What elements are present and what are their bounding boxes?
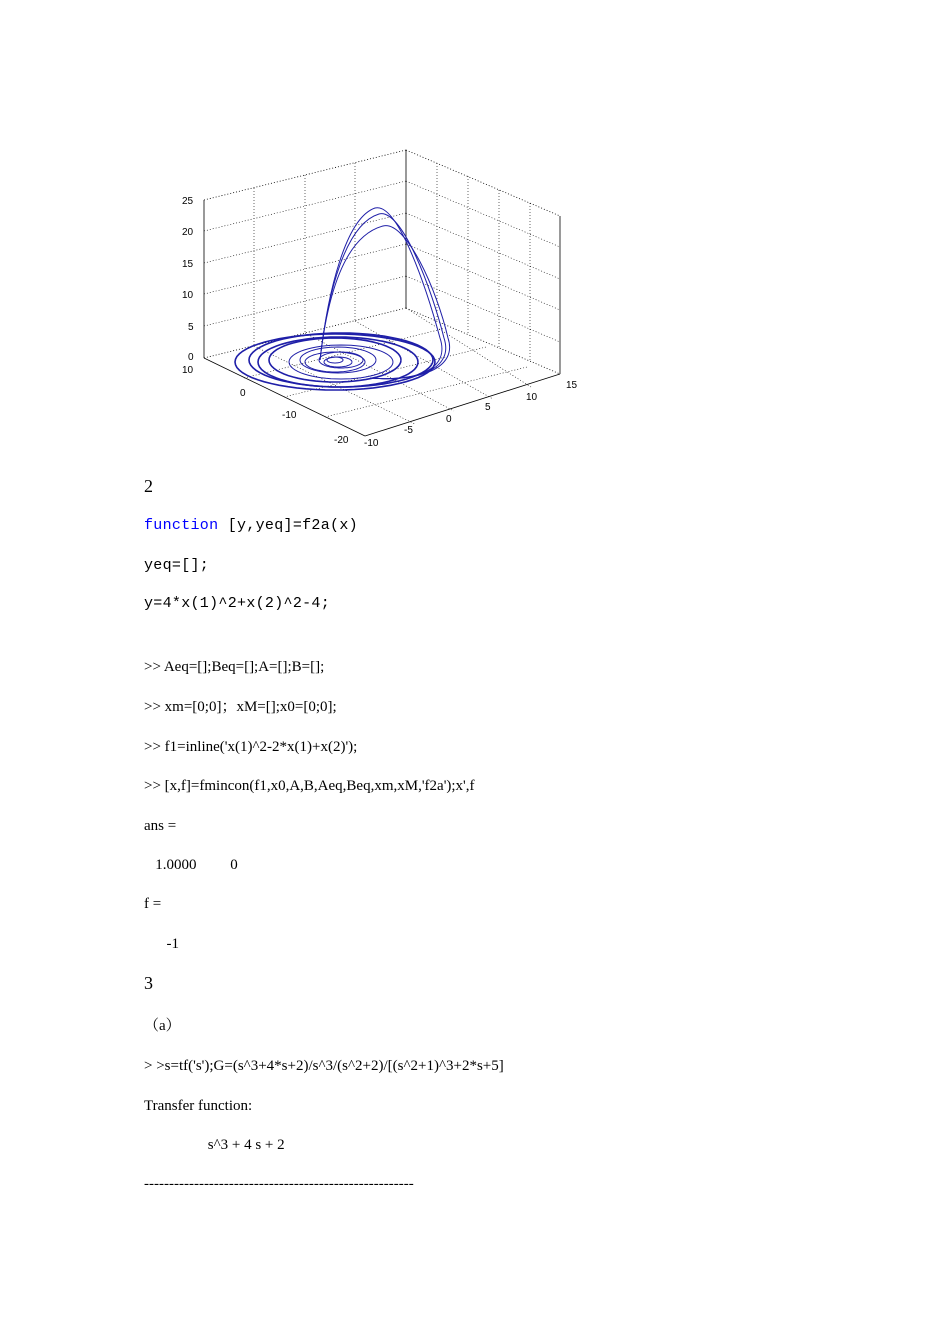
- transfer-function-divider: ------------------------------------------------------: [144, 1176, 414, 1192]
- z-tick-labels: [182, 196, 194, 363]
- ans-label: ans =: [144, 818, 177, 834]
- section-number-2: 2: [144, 476, 153, 496]
- lorenz-3d-plot: [170, 140, 590, 452]
- z-tick: 5: [188, 322, 194, 333]
- f-value: -1: [144, 936, 179, 952]
- code-line-yeq: yeq=[];: [144, 557, 210, 574]
- command-line-2: >> xm=[0;0]；xM=[];x0=[0;0];: [144, 699, 337, 715]
- rising-loop: [320, 214, 446, 379]
- subsection-a: （a）: [144, 1018, 181, 1034]
- z-tick: 25: [182, 196, 194, 207]
- transfer-function-numerator: s^3 + 4 s + 2: [144, 1137, 285, 1153]
- z-tick: 15: [182, 259, 194, 270]
- y-tick: 10: [526, 392, 538, 403]
- attractor-curve: [235, 208, 450, 390]
- x-tick: 0: [240, 388, 246, 399]
- y-tick: 5: [485, 402, 491, 413]
- y-tick: 0: [446, 414, 452, 425]
- x-tick: -20: [334, 435, 349, 446]
- code-keyword: function: [144, 517, 219, 534]
- x-tick: 10: [182, 365, 194, 376]
- y-tick-labels: [364, 380, 578, 449]
- command-line-tf: > >s=tf('s');G=(s^3+4*s+2)/s^3/(s^2+2)/[(s^2+1)^3+2*s+5]: [144, 1058, 504, 1074]
- spiral-ring: [258, 337, 418, 387]
- command-line-3: >> f1=inline('x(1)^2-2*x(1)+x(2)');: [144, 739, 358, 755]
- plot-box: [204, 150, 560, 436]
- spiral-ring: [269, 338, 401, 382]
- y-tick: 15: [566, 380, 578, 391]
- z-tick: 20: [182, 227, 194, 238]
- plot-svg: [170, 140, 590, 452]
- y-tick: -5: [404, 425, 413, 436]
- x-tick: -10: [282, 410, 297, 421]
- code-line-function: [144, 516, 358, 536]
- f-label: f =: [144, 896, 162, 912]
- z-tick: 0: [188, 352, 194, 363]
- command-line-1: >> Aeq=[];Beq=[];A=[];B=[];: [144, 659, 325, 675]
- rising-loop: [320, 226, 450, 379]
- ans-value: 1.0000 0: [144, 857, 238, 873]
- spiral-ring: [305, 352, 365, 372]
- section-number-3: 3: [144, 973, 153, 993]
- rising-loop: [320, 208, 442, 379]
- code-signature: [y,yeq]=f2a(x): [218, 517, 358, 534]
- z-tick: 10: [182, 290, 194, 301]
- y-tick: -10: [364, 438, 379, 449]
- code-line-y: y=4*x(1)^2+x(2)^2-4;: [144, 595, 331, 612]
- command-line-4: >> [x,f]=fmincon(f1,x0,A,B,Aeq,Beq,xm,xM,'f2a');x',f: [144, 778, 475, 794]
- x-tick-labels: [182, 365, 349, 446]
- transfer-function-label: Transfer function:: [144, 1098, 253, 1114]
